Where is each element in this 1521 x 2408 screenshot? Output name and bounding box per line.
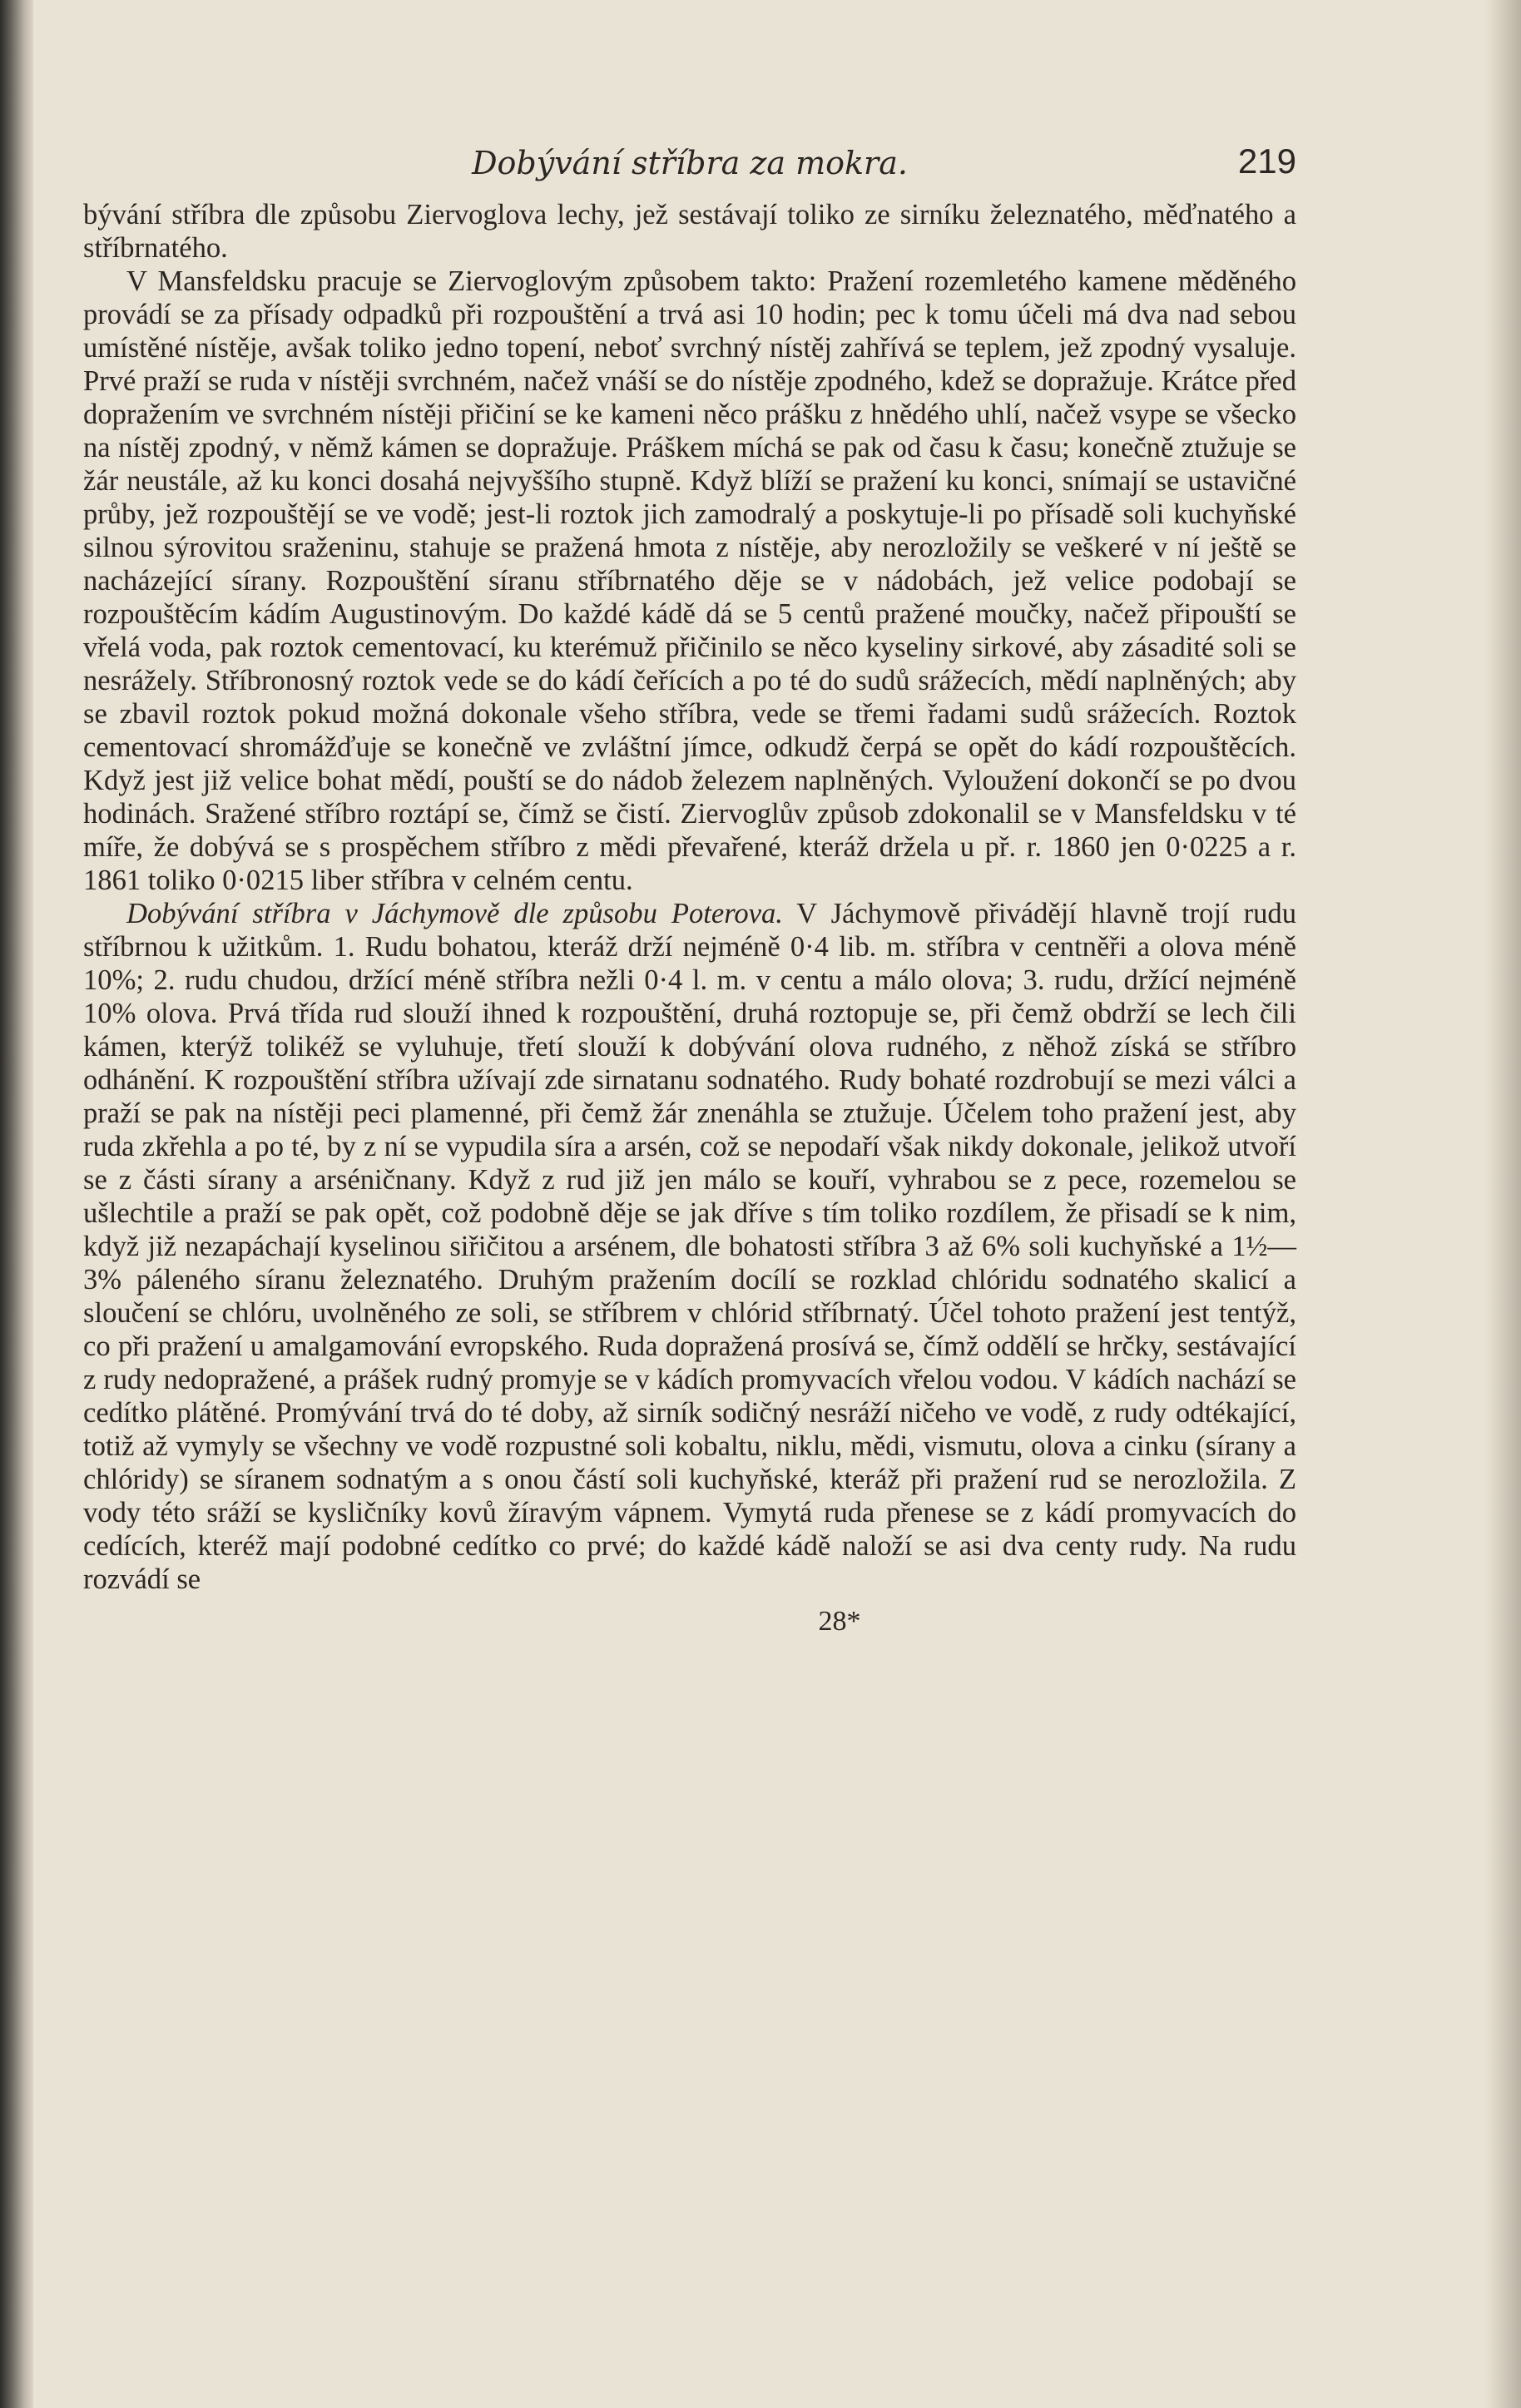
paragraph-jachymov	[83, 897, 1296, 1596]
book-binding-shadow	[0, 0, 33, 2408]
page-header	[83, 133, 1296, 191]
paragraph-mansfeld: V Mansfeldsku pracuje se Ziervoglovým způsobem takto: Pražení rozemletého kamene měděného provádí se za přísady odpadků při rozpouštění a trvá asi 10 hodin; pec k tomu účeli má dva nad sebou umístěné nístěje, avšak toliko jedno topení, neboť svrchný nístěj zahřívá se teplem, jež zpodný vysaluje. Prvé praží se ruda v nístěji svrchném, načež vnáší se do nístěje zpodného, kdež se dopražuje. Krátce před dopražením ve svrchném nístěji přičiní se ke kameni něco prášku z hnědého uhlí, načež vsype se všecko na nístěj zpodný, v němž kámen se dopražuje. Práškem míchá se pak od času k času; konečně ztužuje se žár neustále, až ku konci dosahá nejvyššího stupně. Když blíží se pražení ku konci, snímají se ustavičné průby, jež rozpouštějí se ve vodě; jest-li roztok jich zamodralý a poskytuje-li po přísadě soli kuchyňské silnou sýrovitou sraženinu, stahuje se pražená hmota z nístěje, aby nerozložily se veškeré v ní ještě se nacházející sírany. Rozpouštění síranu stříbrnatého děje se v nádobách, jež velice podobají se rozpouštěcím kádím Augustinovým. Do každé kádě dá se 5 centů pražené moučky, načež připouští se vřelá voda, pak roztok cementovací, ku kterémuž přičinilo se něco kyseliny sirkové, aby zásadité soli se nesrážely. Stříbronosný roztok vede se do kádí čeřících a po té do sudů srážecích, mědí naplněných; aby se zbavil roztok pokud možná dokonale všeho stříbra, vede se třemi řadami sudů srážecích. Roztok cementovací shromážďuje se konečně ve zvláštní jímce, odkudž čerpá se opět do kádí rozpouštěcích. Když jest již velice bohat mědí, pouští se do nádob železem naplněných. Vyloužení dokončí se po dvou hodinách. Sražené stříbro roztápí se, čímž se čistí. Ziervoglův způsob zdokonalil se v Mansfeldsku v té míře, že dobývá se s prospěchem stříbro z mědi převařené, kteráž držela u př. r. 1860 jen 0·0225 a r. 1861 toliko 0·0215 liber stříbra v celném centu.	[83, 265, 1296, 896]
signature-mark: 28*	[818, 1606, 861, 1637]
page-edge-shadow	[1484, 0, 1521, 2408]
paragraph-continuation: bývání stříbra dle způsobu Ziervoglova lechy, jež sestávají toliko ze sirníku železnatého, měďnatého a stříbrnatého.	[83, 199, 1296, 264]
book-page	[83, 133, 1296, 1638]
section-heading: Dobývání stříbra v Jáchymově dle způsobu Poterova.	[126, 898, 783, 929]
page-number: 219	[1237, 141, 1296, 181]
page-body	[83, 198, 1296, 1596]
paragraph-jachymov-text: V Jáchymově přivádějí hlavně trojí rudu stříbrnou k užitkům. 1. Rudu bohatou, kteráž drží nejméně 0·4 lib. m. stříbra v centněři a olova méně 10%; 2. rudu chudou, držící méně stříbra nežli 0·4 l. m. v centu a málo olova; 3. rudu, držící nejméně 10% olova. Prvá třída rud slouží ihned k rozpouštění, druhá roztopuje se, při čemž obdrží se lech čili kámen, kterýž tolikéž se vyluhuje, třetí slouží k dobývání olova rudného, z něhož získá se stříbro odhánění. K rozpouštění stříbra užívají zde sirnatanu sodnatého. Rudy bohaté rozdrobují se mezi válci a praží se pak na nístěji peci plamenné, při čemž žár znenáhla se ztužuje. Účelem toho pražení jest, aby ruda zkřehla a po té, by z ní se vypudila síra a arsén, což se nepodaří však nikdy dokonale, jelikož utvoří se z části sírany a arséničnany. Když z rud již jen málo se kouří, vyhrabou se z pece, rozemelou se ušlechtile a praží se pak opět, což podobně děje se jak dříve s tím toliko rozdílem, že přisadí se k nim, když již nezapáchají kyselinou siřičitou a arsénem, dle bohatosti stříbra 3 až 6% soli kuchyňské a 1½—3% páleného síranu železnatého. Druhým pražením docílí se rozklad chlóridu sodnatého skalicí a sloučení se chlóru, uvolněného ze soli, se stříbrem v chlórid stříbrnatý. Účel tohoto pražení jest tentýž, co při pražení u amalgamování evropského. Ruda dopražená prosívá se, čímž oddělí se hrčky, sestávající z rudy nedopražené, a prášek rudný promyje se v kádích promyvacích vřelou vodou. V kádích nachází se cedítko plátěné. Promývání trvá do té doby, až sirník sodičný nesráží ničeho ve vodě, z rudy odtékající, totiž až vymyly se všechny ve vodě rozpustné soli kobaltu, niklu, mědi, vismutu, olova a cinku (sírany a chlóridy) se síranem sodnatým a s onou částí soli kuchyňské, kteráž při pražení rud se nerozložila. Z vody této sráží se kysličníky kovů žíravým vápnem. Vymytá ruda přenese se z kádí promyvacích do cedících, kteréž mají podobné cedítko co prvé; do každé kádě naloží se asi dva centy rudy. Na rudu rozvádí se	[83, 898, 1296, 1595]
running-title: Dobývání stříbra za mokra.	[472, 145, 908, 181]
